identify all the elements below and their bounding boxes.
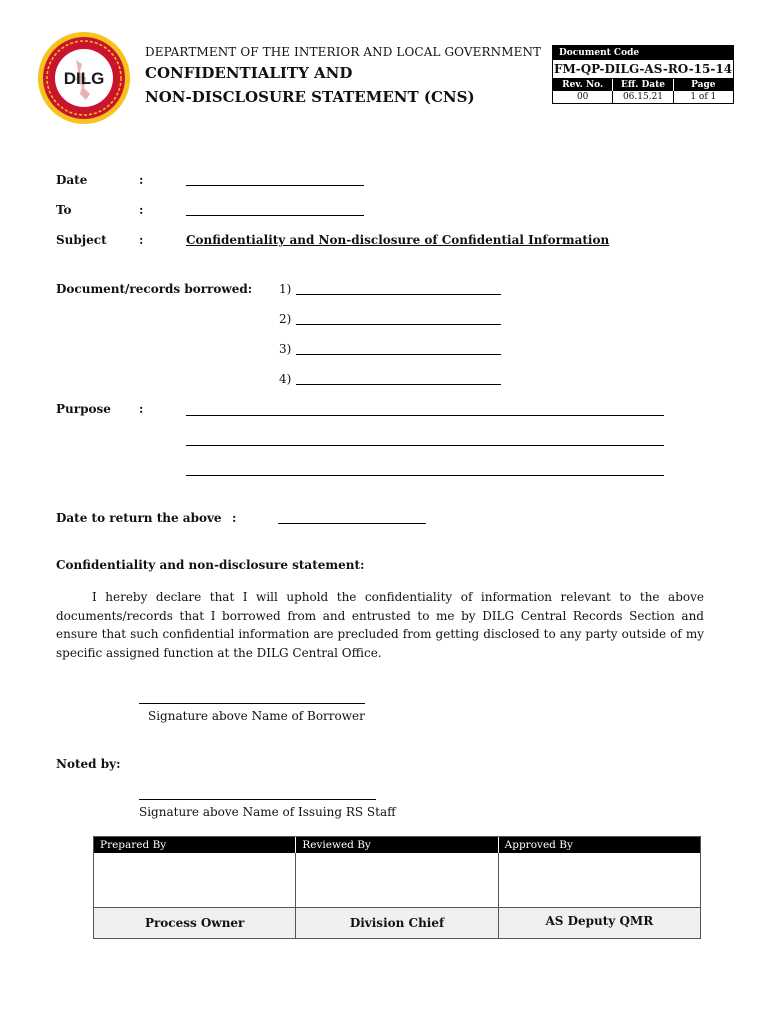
form-title-line2: NON-DISCLOSURE STATEMENT (CNS) [145, 88, 475, 106]
form-title-line1: CONFIDENTIALITY AND [145, 64, 353, 82]
purpose-colon: : [139, 402, 144, 416]
document-field-3[interactable] [296, 354, 501, 355]
noted-by-label: Noted by: [56, 757, 121, 771]
item-number-3: 3) [279, 342, 292, 356]
reviewed-by-signature-cell[interactable] [296, 853, 498, 908]
statement-heading: Confidentiality and non-disclosure statement: [56, 558, 365, 572]
dilg-logo [36, 30, 132, 126]
approved-by-signature-cell[interactable] [499, 853, 700, 908]
purpose-field-1[interactable] [186, 415, 664, 416]
to-field[interactable] [186, 215, 364, 216]
purpose-field-3[interactable] [186, 475, 664, 476]
page-value: 1 of 1 [690, 92, 717, 102]
svg-text:DILG: DILG [63, 69, 105, 88]
staff-signature-line[interactable] [139, 799, 376, 800]
reviewed-by-header: Reviewed By [296, 837, 498, 853]
eff-date-value: 06.15.21 [613, 91, 673, 103]
rev-no-value: 00 [553, 91, 613, 103]
approval-table [93, 836, 701, 939]
document-code: FM-QP-DILG-AS-RO-15-14 [553, 60, 733, 79]
document-code-label: Document Code [553, 46, 733, 60]
return-date-label: Date to return the above [56, 511, 222, 525]
subject-colon: : [139, 233, 144, 247]
return-date-field[interactable] [278, 523, 426, 524]
date-field[interactable] [186, 185, 364, 186]
date-label: Date [56, 173, 88, 187]
process-owner-role: Process Owner [94, 908, 296, 938]
item-number-1: 1) [279, 282, 292, 296]
statement-body: I hereby declare that I will uphold the confidentiality of information relevant to the above documents/records that I borrowed from and entrusted to me by DILG Central Records Section and ensure that such confidential information are precluded from getting disclosed to any party outside of my specific assigned function at the DILG Central Office. [56, 590, 704, 660]
subject-label: Subject [56, 233, 107, 247]
subject-value: Confidentiality and Non-disclosure of Confidential Information [186, 233, 610, 247]
division-chief-role: Division Chief [296, 908, 498, 938]
document-field-2[interactable] [296, 324, 501, 325]
department-name: DEPARTMENT OF THE INTERIOR AND LOCAL GOVERNMENT [145, 45, 542, 59]
prepared-by-signature-cell[interactable] [94, 853, 296, 908]
to-label: To [56, 203, 72, 217]
document-field-1[interactable] [296, 294, 501, 295]
item-number-2: 2) [279, 312, 292, 326]
item-number-4: 4) [279, 372, 292, 386]
purpose-field-2[interactable] [186, 445, 664, 446]
approved-by-header: Approved By [499, 837, 700, 853]
borrower-signature-caption: Signature above Name of Borrower [148, 709, 365, 723]
date-colon: : [139, 173, 144, 187]
page-header: Page [674, 79, 733, 91]
document-field-4[interactable] [296, 384, 501, 385]
purpose-label: Purpose [56, 402, 111, 416]
staff-signature-caption: Signature above Name of Issuing RS Staff [139, 805, 396, 819]
borrower-signature-line[interactable] [139, 703, 365, 704]
document-code-box [552, 45, 734, 104]
documents-borrowed-label: Document/records borrowed: [56, 282, 253, 296]
rev-no-header: Rev. No. [553, 79, 613, 91]
eff-date-header: Eff. Date [613, 79, 673, 91]
to-colon: : [139, 203, 144, 217]
as-deputy-qmr-role: AS Deputy QMR [499, 908, 700, 938]
return-date-colon: : [232, 511, 237, 525]
prepared-by-header: Prepared By [94, 837, 296, 853]
